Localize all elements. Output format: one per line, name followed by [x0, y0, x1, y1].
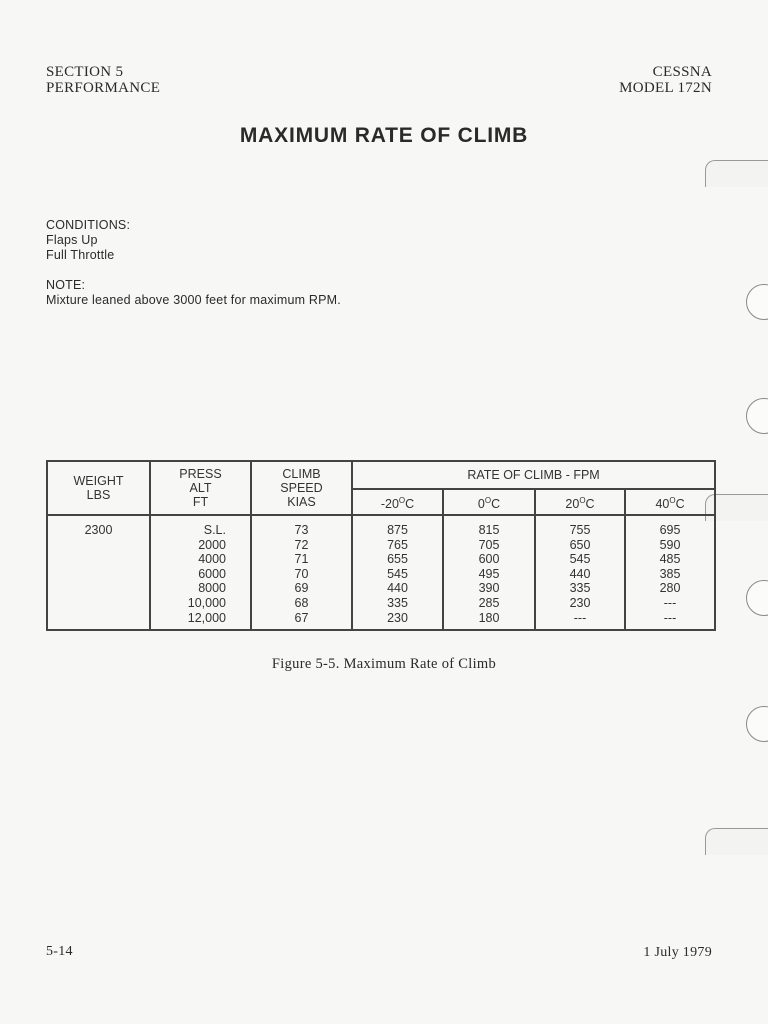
rate-value: 440 — [387, 581, 408, 596]
rate-value: --- — [663, 595, 677, 610]
rate-value: 495 — [478, 566, 500, 581]
rate-value: 285 — [478, 595, 500, 610]
degree-symbol: O — [484, 495, 492, 505]
press-alt-cell — [150, 515, 251, 630]
temp-unit: C — [585, 496, 595, 511]
page-number: 5-14 — [46, 944, 73, 959]
rate-value: 230 — [569, 595, 591, 610]
temp-value: -20 — [380, 496, 399, 511]
rate-value: 230 — [387, 610, 408, 625]
rate-cell — [535, 515, 625, 630]
rate-value: --- — [573, 610, 587, 625]
section-title: PERFORMANCE — [46, 80, 161, 96]
rate-value: 755 — [569, 523, 591, 537]
degree-symbol: O — [579, 495, 586, 505]
press-alt-value: 6000 — [198, 566, 226, 581]
page-title: MAXIMUM RATE OF CLIMB — [239, 124, 529, 147]
rate-value: 390 — [478, 581, 500, 596]
condition-item: Full Throttle — [46, 248, 115, 262]
rate-value: 590 — [659, 537, 681, 552]
temp-header — [443, 489, 535, 515]
press-alt-value: 12,000 — [187, 610, 226, 625]
temp-header — [625, 489, 715, 515]
temp-unit: C — [675, 496, 685, 511]
degree-symbol: O — [669, 495, 676, 505]
rate-value: 765 — [387, 537, 408, 552]
press-alt-header-line: FT — [192, 495, 209, 509]
temp-header — [352, 489, 443, 515]
temp-value: 40 — [655, 496, 670, 511]
note-label: NOTE: — [46, 278, 86, 292]
rate-value: 695 — [659, 523, 681, 537]
temp-value: 0 — [477, 496, 485, 511]
temp-unit: C — [405, 496, 415, 511]
rate-cell — [625, 515, 715, 630]
climb-speed-value: 73 — [294, 523, 309, 537]
binder-hole — [746, 706, 768, 742]
rate-of-climb-header: RATE OF CLIMB - FPM — [352, 461, 715, 489]
section-header — [46, 64, 160, 96]
climb-speed-value: 69 — [294, 581, 309, 596]
rate-value: 705 — [478, 537, 500, 552]
rate-value: 650 — [569, 537, 591, 552]
rate-value: 655 — [387, 552, 408, 567]
press-alt-value: 2000 — [198, 537, 226, 552]
rate-cell — [352, 515, 443, 630]
page-tab-mark — [705, 828, 768, 855]
degree-symbol: O — [398, 495, 406, 505]
climb-speed-header — [251, 461, 352, 515]
table-row — [47, 515, 715, 630]
climb-speed-value: 71 — [294, 552, 309, 567]
press-alt-value: S.L. — [203, 523, 226, 537]
press-alt-value: 4000 — [198, 552, 226, 567]
aircraft-model: MODEL 172N — [619, 80, 712, 96]
rate-value: 280 — [659, 581, 681, 596]
press-alt-value: 8000 — [198, 581, 226, 596]
rate-value: 485 — [659, 552, 681, 567]
rate-value: 180 — [478, 610, 500, 625]
rate-value: --- — [663, 610, 677, 625]
conditions-label: CONDITIONS: — [46, 218, 131, 232]
revision-date: 1 July 1979 — [643, 945, 712, 960]
rate-value: 335 — [569, 581, 591, 596]
climb-speed-value: 68 — [294, 595, 309, 610]
rate-of-climb-table — [46, 460, 716, 631]
press-alt-header-line: PRESS — [179, 467, 222, 481]
climb-speed-header-line: KIAS — [287, 495, 316, 509]
aircraft-make: CESSNA — [652, 64, 712, 80]
temp-unit: C — [491, 496, 501, 511]
climb-speed-value: 67 — [294, 610, 309, 625]
note-text: Mixture leaned above 3000 feet for maximum RPM. — [46, 293, 341, 307]
rate-cell — [443, 515, 535, 630]
weight-cell: 2300 — [47, 515, 150, 630]
rate-value: 335 — [387, 595, 408, 610]
climb-speed-value: 70 — [294, 566, 309, 581]
note-block — [46, 278, 341, 308]
aircraft-header — [619, 64, 712, 96]
rate-value: 545 — [387, 566, 408, 581]
rate-value: 545 — [569, 552, 591, 567]
temp-header — [535, 489, 625, 515]
figure-caption: Figure 5-5. Maximum Rate of Climb — [271, 656, 497, 672]
page-tab-mark — [705, 160, 768, 187]
press-alt-header — [150, 461, 251, 515]
binder-hole — [746, 580, 768, 616]
conditions-block — [46, 218, 130, 263]
condition-item: Flaps Up — [46, 233, 98, 247]
weight-header-line: WEIGHT — [73, 474, 124, 488]
binder-hole — [746, 284, 768, 320]
weight-header-line: LBS — [86, 488, 111, 502]
climb-speed-header-line: CLIMB — [282, 467, 321, 481]
climb-speed-cell — [251, 515, 352, 630]
rate-value: 815 — [478, 523, 500, 537]
rate-value: 600 — [478, 552, 500, 567]
climb-speed-value: 72 — [294, 537, 309, 552]
binder-hole — [746, 398, 768, 434]
rate-of-climb-table-container — [46, 460, 714, 640]
climb-speed-header-line: SPEED — [280, 481, 323, 495]
press-alt-value: 10,000 — [187, 595, 226, 610]
temp-value: 20 — [565, 496, 580, 511]
section-number: SECTION 5 — [46, 64, 124, 80]
press-alt-header-line: ALT — [189, 481, 212, 495]
rate-value: 440 — [569, 566, 591, 581]
rate-value: 385 — [659, 566, 681, 581]
weight-header — [47, 461, 150, 515]
rate-value: 875 — [387, 523, 408, 537]
